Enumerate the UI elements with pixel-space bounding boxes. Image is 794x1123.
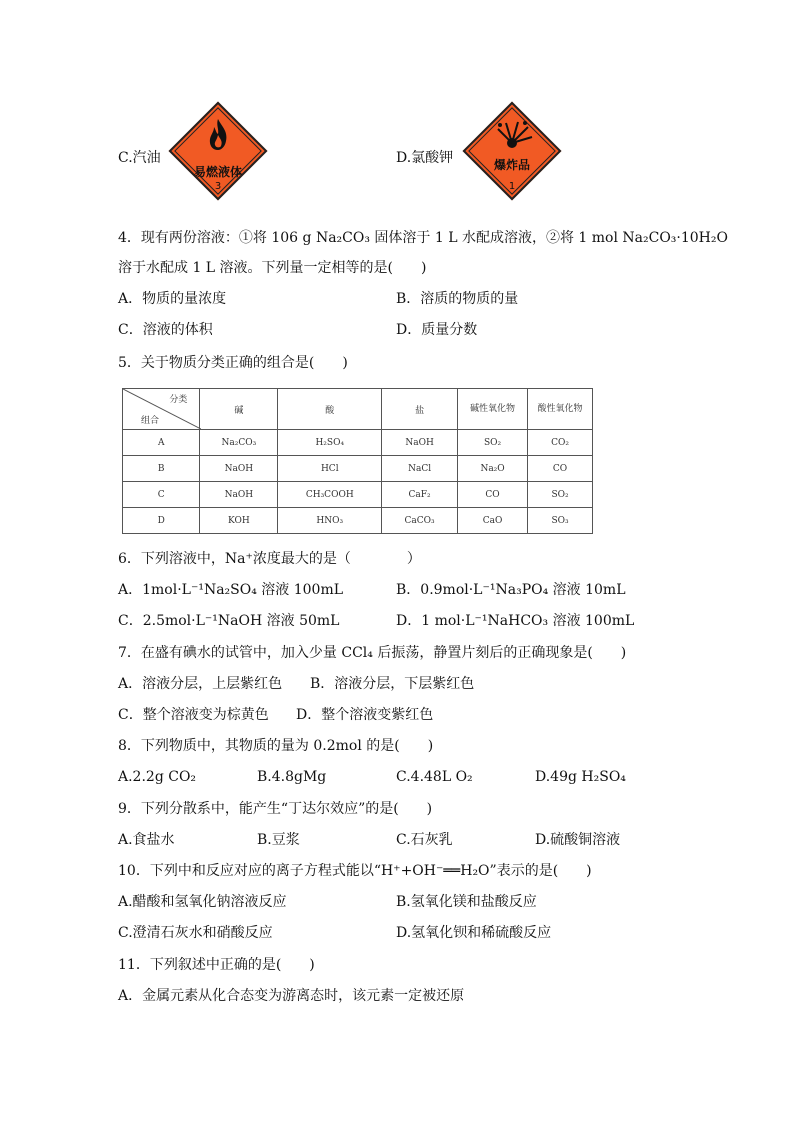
q8-option-b: B.4.8gMg — [257, 769, 327, 785]
header-base: 碱 — [200, 389, 278, 430]
table-row — [123, 508, 593, 534]
q9-stem: 9．下列分散系中，能产生“丁达尔效应”的是( ) — [118, 801, 433, 817]
table-cell: NaCl — [382, 456, 458, 482]
table-cell: CaF₂ — [382, 482, 458, 508]
explosive-sign-number: 1 — [508, 181, 516, 192]
flammable-liquid-sign — [168, 101, 268, 201]
table-cell: Na₂O — [458, 456, 528, 482]
q10-option-b: B.氢氧化镁和盐酸反应 — [396, 894, 537, 910]
q3-option-d: D.氯酸钾 — [396, 150, 454, 166]
flammable-sign-number: 3 — [214, 181, 222, 192]
table-cell: CaO — [458, 508, 528, 534]
table-row — [123, 482, 593, 508]
table-cell: CaCO₃ — [382, 508, 458, 534]
q9-option-b: B.豆浆 — [257, 832, 300, 848]
q10-option-a: A.醋酸和氢氧化钠溶液反应 — [118, 894, 287, 910]
q11-option-a: A．金属元素从化合态变为游离态时，该元素一定被还原 — [118, 988, 465, 1004]
table-row — [123, 430, 593, 456]
table-cell: NaOH — [200, 482, 278, 508]
q10-option-c: C.澄清石灰水和硝酸反应 — [118, 925, 273, 941]
table-cell: NaOH — [200, 456, 278, 482]
q8-option-c: C.4.48L O₂ — [396, 769, 473, 785]
q7-option-b: B．溶液分层，下层紫红色 — [310, 676, 475, 692]
q6-option-d: D．1 mol·L⁻¹NaHCO₃ 溶液 100mL — [396, 613, 635, 629]
q10-option-d: D.氢氧化钡和稀硫酸反应 — [396, 925, 552, 941]
q4-stem-line2: 溶于水配成 1 L 溶液。下列量一定相等的是( ) — [118, 260, 427, 276]
q7-stem: 7．在盛有碘水的试管中，加入少量 CCl₄ 后振荡，静置片刻后的正确现象是( ) — [118, 645, 627, 661]
q8-option-a: A.2.2g CO₂ — [118, 769, 197, 785]
classification-table — [122, 388, 593, 534]
q3-option-c: C.汽油 — [118, 150, 161, 166]
q6-option-b: B．0.9mol·L⁻¹Na₃PO₄ 溶液 10mL — [396, 582, 626, 598]
table-cell: CO — [458, 482, 528, 508]
q8-option-d: D.49g H₂SO₄ — [535, 769, 626, 785]
q11-stem: 11．下列叙述中正确的是( ) — [118, 957, 315, 973]
table-cell: KOH — [200, 508, 278, 534]
q7-option-a: A．溶液分层，上层紫红色 — [118, 676, 283, 692]
header-acidic-oxide: 酸性氧化物 — [528, 389, 593, 430]
table-cell: HNO₃ — [278, 508, 382, 534]
flame-icon — [204, 117, 232, 151]
row-label: A — [123, 430, 200, 456]
corner-bottom-label: 组合 — [141, 416, 160, 426]
explosion-icon — [492, 119, 534, 151]
corner-top-label: 分类 — [169, 395, 188, 405]
table-cell: CH₃COOH — [278, 482, 382, 508]
q8-stem: 8．下列物质中，其物质的量为 0.2mol 的是( ) — [118, 738, 434, 754]
q6-stem: 6．下列溶液中，Na⁺浓度最大的是（ ） — [118, 551, 421, 567]
table-header-row — [123, 389, 593, 430]
q10-stem: 10．下列中和反应对应的离子方程式能以“H⁺+OH⁻══H₂O”表示的是( ) — [118, 863, 592, 879]
table-cell: SO₂ — [528, 482, 593, 508]
table-cell: HCl — [278, 456, 382, 482]
q4-option-a: A．物质的量浓度 — [118, 291, 227, 307]
q7-option-d: D．整个溶液变紫红色 — [296, 707, 434, 723]
table-cell: H₂SO₄ — [278, 430, 382, 456]
table-cell: Na₂CO₃ — [200, 430, 278, 456]
row-label: C — [123, 482, 200, 508]
q7-option-c: C．整个溶液变为棕黄色 — [118, 707, 269, 723]
q9-option-a: A.食盐水 — [118, 832, 175, 848]
table-cell: SO₂ — [458, 430, 528, 456]
table-row — [123, 456, 593, 482]
q5-stem: 5．关于物质分类正确的组合是( ) — [118, 355, 348, 371]
header-acid: 酸 — [278, 389, 382, 430]
row-label: B — [123, 456, 200, 482]
q4-stem-line1: 4．现有两份溶液：①将 106 g Na₂CO₃ 固体溶于 1 L 水配成溶液，②将 1 mol Na₂CO₃·10H₂O — [118, 230, 728, 246]
q6-option-a: A．1mol·L⁻¹Na₂SO₄ 溶液 100mL — [118, 582, 344, 598]
table-cell: NaOH — [382, 430, 458, 456]
table-corner-cell — [123, 389, 200, 430]
q4-option-c: C．溶液的体积 — [118, 322, 213, 338]
row-label: D — [123, 508, 200, 534]
header-basic-oxide: 碱性氧化物 — [458, 389, 528, 430]
q6-option-c: C．2.5mol·L⁻¹NaOH 溶液 50mL — [118, 613, 340, 629]
q4-option-d: D．质量分数 — [396, 322, 478, 338]
flammable-sign-label: 易燃液体 — [193, 165, 242, 179]
header-salt: 盐 — [382, 389, 458, 430]
explosive-sign — [462, 101, 562, 201]
q4-option-b: B．溶质的物质的量 — [396, 291, 519, 307]
table-cell: SO₃ — [528, 508, 593, 534]
table-cell: CO₂ — [528, 430, 593, 456]
explosive-sign-label: 爆炸品 — [493, 158, 530, 172]
q9-option-d: D.硫酸铜溶液 — [535, 832, 621, 848]
table-cell: CO — [528, 456, 593, 482]
q9-option-c: C.石灰乳 — [396, 832, 453, 848]
